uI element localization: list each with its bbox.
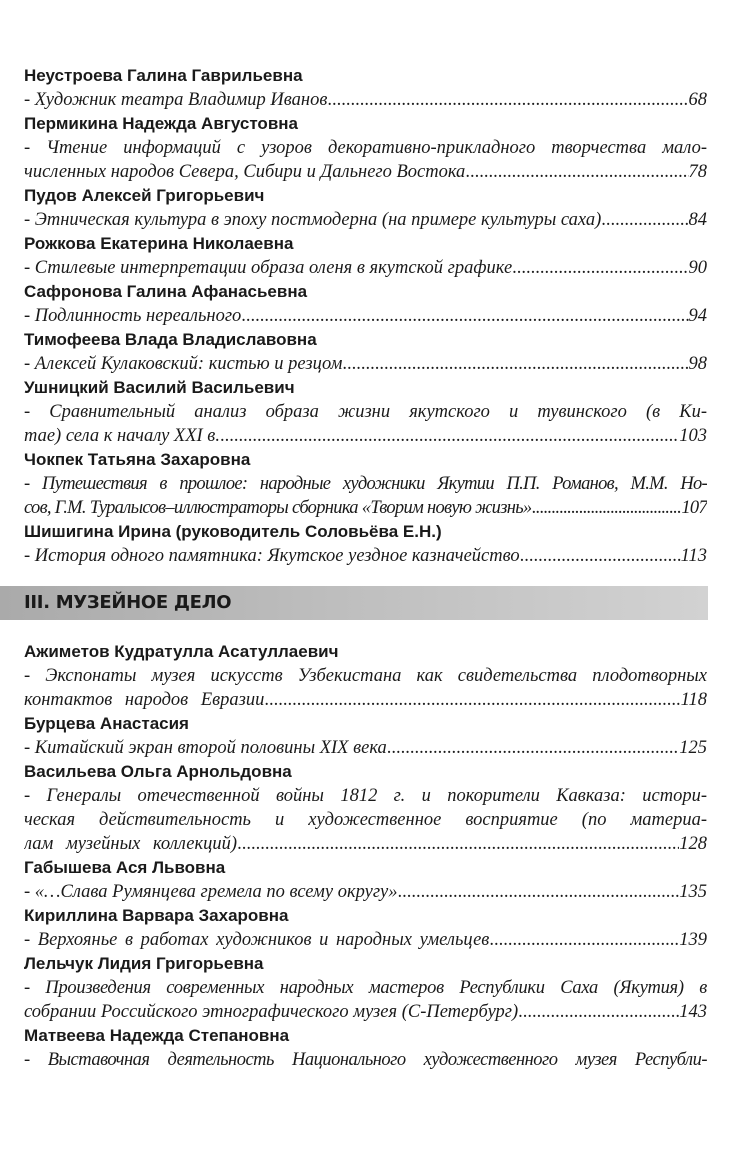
entry-title-line xyxy=(24,688,707,712)
entry-author: Габышева Ася Львовна xyxy=(24,858,226,877)
page-number: 125 xyxy=(679,738,707,758)
section-title: III. МУЗЕЙНОЕ ДЕЛО xyxy=(24,592,232,613)
entry-title: - Алексей Кулаковский: кистью и резцом xyxy=(24,354,343,374)
leader-dots xyxy=(465,160,688,184)
leader-dots xyxy=(327,88,688,112)
toc-entry xyxy=(24,712,707,760)
page-number: 143 xyxy=(679,1002,707,1022)
entry-title: лам музейных коллекций) xyxy=(24,834,238,854)
entry-title-line xyxy=(24,160,707,184)
entry-author: Васильева Ольга Арнольдовна xyxy=(24,762,292,781)
toc-entry xyxy=(24,856,707,904)
toc-entry xyxy=(24,184,707,232)
entry-author: Матвеева Надежда Степановна xyxy=(24,1026,290,1045)
page-number: 84 xyxy=(688,210,707,230)
entry-title: - Верхоянье в работах художников и народных умельцев xyxy=(24,930,490,950)
entry-title: - Китайский экран второй половины XIX века xyxy=(24,738,387,758)
entry-author: Сафронова Галина Афанасьевна xyxy=(24,282,308,301)
entry-title-line xyxy=(24,304,707,328)
page-number: 78 xyxy=(688,162,707,182)
entry-title: сов, Г.М. Туралысов–иллюстраторы сборника «Творим новую жизнь» xyxy=(24,498,532,518)
entry-author: Ажиметов Кудратулла Асатуллаевич xyxy=(24,642,339,661)
entry-title: - Стилевые интерпретации образа оленя в якутской графике xyxy=(24,258,513,278)
entry-author: Лельчук Лидия Григорьевна xyxy=(24,954,264,973)
leader-dots xyxy=(512,256,688,280)
page-number: 118 xyxy=(680,690,707,710)
page-number: 139 xyxy=(679,930,707,950)
leader-dots xyxy=(237,832,679,856)
entry-title-line xyxy=(24,544,707,568)
entry-title-line xyxy=(24,1000,707,1024)
entry-title: - «…Слава Румянцева гремела по всему округу» xyxy=(24,882,398,902)
entry-title-line: - Выставочная деятельность Национального художественного музея Республи- xyxy=(24,1050,707,1070)
page-number: 98 xyxy=(688,354,707,374)
entry-title-line xyxy=(24,88,707,112)
entry-title-line: - Генералы отечественной войны 1812 г. и покорители Кавказа: истори- xyxy=(24,786,707,806)
entry-title: тае) села к началу XXI в. xyxy=(24,426,220,446)
leader-dots xyxy=(342,352,688,376)
leader-dots xyxy=(387,736,679,760)
entry-title: численных народов Севера, Сибири и Дальнего Востока xyxy=(24,162,466,182)
toc-entry xyxy=(24,520,707,568)
entry-author: Кириллина Варвара Захаровна xyxy=(24,906,289,925)
toc-entry xyxy=(24,640,707,712)
leader-dots xyxy=(518,1000,679,1024)
entry-title-line: - Произведения современных народных мастеров Республики Саха (Якутия) в xyxy=(24,978,707,998)
toc-entry xyxy=(24,1024,707,1072)
entry-author: Рожкова Екатерина Николаевна xyxy=(24,234,294,253)
toc-entry xyxy=(24,376,707,448)
entry-title-line xyxy=(24,256,707,280)
entry-title-line: ческая действительность и художественное восприятие (по материа- xyxy=(24,810,707,830)
leader-dots xyxy=(220,424,679,448)
leader-dots xyxy=(601,208,688,232)
entry-title-line xyxy=(24,928,707,952)
leader-dots xyxy=(241,304,688,328)
toc-entry xyxy=(24,232,707,280)
entry-author: Пермикина Надежда Августовна xyxy=(24,114,298,133)
toc-entry xyxy=(24,952,707,1024)
entry-title: - Художник театра Владимир Иванов xyxy=(24,90,328,110)
entry-title-line xyxy=(24,352,707,376)
entry-title: - Подлинность нереального xyxy=(24,306,242,326)
toc-entry xyxy=(24,904,707,952)
entry-author: Бурцева Анастасия xyxy=(24,714,189,733)
entry-title: контактов народов Евразии xyxy=(24,690,265,710)
entry-title: собрании Российского этнографического музея (С-Петербург) xyxy=(24,1002,519,1022)
entry-title-line xyxy=(24,736,707,760)
entry-title-line xyxy=(24,880,707,904)
entry-title-line xyxy=(24,496,707,520)
entry-author: Тимофеева Влада Владиславовна xyxy=(24,330,317,349)
entry-title: - История одного памятника: Якутское уездное казначейство xyxy=(24,546,520,566)
entry-author: Пудов Алексей Григорьевич xyxy=(24,186,265,205)
page-number: 90 xyxy=(688,258,707,278)
entry-author: Шишигина Ирина (руководитель Соловьёва Е.Н.) xyxy=(24,522,442,541)
page-number: 68 xyxy=(688,90,707,110)
entry-author: Ушницкий Василий Васильевич xyxy=(24,378,295,397)
toc-entry xyxy=(24,760,707,856)
leader-dots xyxy=(531,496,681,520)
page-number: 94 xyxy=(688,306,707,326)
section-header-bar xyxy=(0,586,708,620)
leader-dots xyxy=(398,880,680,904)
leader-dots xyxy=(489,928,679,952)
entry-title-line: - Чтение информаций с узоров декоративно-прикладного творчества мало- xyxy=(24,138,707,158)
toc-entry xyxy=(24,112,707,184)
toc-entry xyxy=(24,280,707,328)
toc-entry xyxy=(24,64,707,112)
toc-entry xyxy=(24,328,707,376)
entry-author: Чокпек Татьяна Захаровна xyxy=(24,450,251,469)
toc-entry xyxy=(24,448,707,520)
page-number: 128 xyxy=(679,834,707,854)
leader-dots xyxy=(520,544,681,568)
page-number: 103 xyxy=(679,426,707,446)
entry-title-line: - Экспонаты музея искусств Узбекистана как свидетельства плодотворных xyxy=(24,666,707,686)
leader-dots xyxy=(264,688,680,712)
page-number: 135 xyxy=(679,882,707,902)
page-number: 113 xyxy=(680,546,707,566)
page-number: 107 xyxy=(681,498,707,518)
entry-title-line xyxy=(24,832,707,856)
entry-author: Неустроева Галина Гаврильевна xyxy=(24,66,303,85)
entry-title-line xyxy=(24,208,707,232)
entry-title: - Этническая культура в эпоху постмодерна (на примере культуры саха) xyxy=(24,210,602,230)
entry-title-line xyxy=(24,424,707,448)
entry-title-line: - Сравнительный анализ образа жизни якутского и тувинского (в Ки- xyxy=(24,402,707,422)
entry-title-line: - Путешествия в прошлое: народные художники Якутии П.П. Романов, М.М. Но- xyxy=(24,474,707,494)
